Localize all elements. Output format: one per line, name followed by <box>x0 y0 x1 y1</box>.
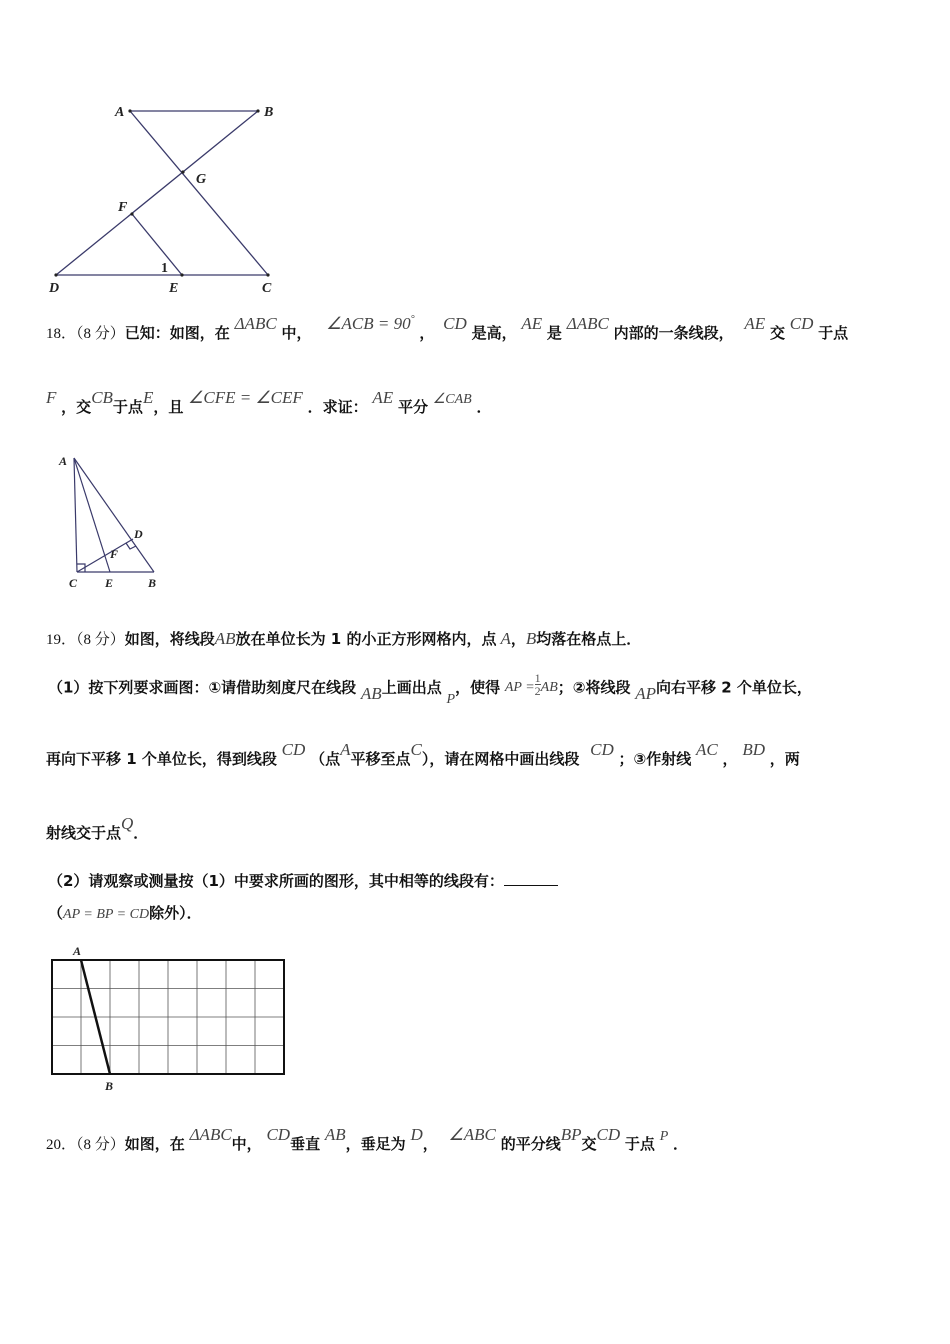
q18-text: 于点 <box>818 324 849 342</box>
fraction-numerator: 1 <box>534 671 541 685</box>
math-d: D <box>410 1125 423 1144</box>
math-cd: CD <box>443 314 467 333</box>
q20-text: ． <box>673 1135 689 1153</box>
answer-blank[interactable] <box>504 871 558 886</box>
label-f: F <box>110 547 119 561</box>
math-bd: BD <box>742 740 766 759</box>
q20-text: 如图，在 <box>124 1135 185 1153</box>
q19-text: 向右平移 2 个单位长， <box>656 678 812 697</box>
fraction-denominator: 2 <box>534 684 541 698</box>
q18-text: ．求证： <box>307 398 368 416</box>
math-triangle-abc: ΔABC <box>189 1125 232 1144</box>
q19-number: 19． <box>46 632 77 648</box>
q19-text: 平移至点 <box>350 750 411 768</box>
q20-score: （8 分） <box>76 1137 125 1153</box>
q19-text: 再向下平移 1 个单位长，得到线段 <box>46 750 277 768</box>
math-triangle-abc: ΔABC <box>566 314 609 333</box>
math-cd: CD <box>590 740 614 759</box>
q19-text: ），请在网格中画出线段 <box>421 750 580 768</box>
q19-text: （ <box>48 904 64 922</box>
q18-text: 平分 <box>397 398 428 416</box>
q20-text: 垂直 <box>290 1135 321 1153</box>
label-a: A <box>73 944 82 958</box>
figure-q17 <box>40 95 300 300</box>
segment-fe <box>132 214 182 275</box>
label-angle-1: 1 <box>161 261 168 276</box>
q20-text: 于点 <box>624 1135 655 1153</box>
q19-text: ， <box>510 630 526 648</box>
q20-text: ，垂足为 <box>345 1135 406 1153</box>
math-ap-equals: AP = <box>504 679 535 695</box>
label-d: D <box>49 281 60 296</box>
math-ap: AP <box>635 683 657 703</box>
math-ab: AB <box>214 629 236 648</box>
q19-text: ；③作射线 <box>618 750 692 768</box>
q18-text: ， <box>419 324 435 342</box>
q18-text: 是高， <box>471 324 517 342</box>
math-ab: AB <box>540 679 558 695</box>
q19-text: （1）按下列要求画图：①请借助刻度尺在线段 <box>48 678 357 697</box>
q18-text: ，且 <box>153 398 184 416</box>
q18-text: 内部的一条线段， <box>613 324 734 342</box>
math-p: P <box>659 1129 669 1144</box>
math-angle-acb: ∠ACB = 90 <box>326 314 411 333</box>
q18-number: 18． <box>46 326 77 342</box>
math-a: A <box>500 629 511 648</box>
degree-sign: ° <box>410 314 415 325</box>
label-c: C <box>262 281 272 296</box>
label-b: B <box>148 576 157 590</box>
q18-score: （8 分） <box>76 326 125 342</box>
math-ab: AB <box>360 683 382 703</box>
math-e: E <box>142 388 154 407</box>
q19-text: ，使得 <box>455 678 501 697</box>
label-a: A <box>115 105 125 120</box>
label-b: B <box>105 1079 114 1093</box>
math-cd: CD <box>281 740 306 759</box>
math-ae: AE <box>744 314 766 333</box>
label-c: C <box>69 576 78 590</box>
q20-text: 中， <box>231 1135 262 1153</box>
math-angle-cfe-cef: ∠CFE = ∠CEF <box>188 388 303 407</box>
label-e: E <box>105 576 114 590</box>
label-g: G <box>196 172 207 187</box>
math-cb: CB <box>91 388 113 407</box>
q19-score: （8 分） <box>76 632 125 648</box>
unit-grid <box>52 960 284 1074</box>
math-ac: AC <box>696 740 718 759</box>
q20-number: 20． <box>46 1137 77 1153</box>
q19-text: 射线交于点 <box>46 824 122 842</box>
q19-text: ；②将线段 <box>557 678 631 697</box>
q20-text: 交 <box>581 1135 597 1153</box>
label-b: B <box>264 105 274 120</box>
math-ab: AB <box>324 1125 346 1144</box>
label-f: F <box>118 200 128 215</box>
math-angle-cab: ∠CAB <box>432 392 472 407</box>
q20-text: 的平分线 <box>500 1135 561 1153</box>
q19-text: ，两 <box>769 750 800 768</box>
math-bp: BP <box>560 1125 582 1144</box>
math-angle-abc: ∠ABC <box>448 1125 496 1144</box>
q18-text: 已知：如图，在 <box>124 324 230 342</box>
q19-text: ． <box>133 824 149 842</box>
math-cd: CD <box>266 1125 291 1144</box>
math-b: B <box>525 629 537 648</box>
fraction-one-half <box>535 672 541 697</box>
q20-text: ， <box>422 1135 438 1153</box>
q19-text: （2）请观察或测量按（1）中要求所画的图形，其中相等的线段有： <box>48 872 504 890</box>
segment-ac <box>130 111 268 275</box>
question-19 <box>46 618 926 928</box>
label-d: D <box>134 527 143 541</box>
math-cd: CD <box>789 314 814 333</box>
q18-text: 交 <box>769 324 785 342</box>
grid-figure-q19 <box>45 940 295 1095</box>
q19-text: 放在单位长为 1 的小正方形网格内，点 <box>235 630 497 648</box>
q18-text: ，交 <box>61 398 92 416</box>
math-cd: CD <box>596 1125 621 1144</box>
label-a: A <box>59 454 68 468</box>
q18-text: ． <box>476 398 492 416</box>
q19-text: 均落在格点上． <box>536 630 642 648</box>
q18-text: 于点 <box>112 398 143 416</box>
segment-bd <box>56 111 258 275</box>
math-a: A <box>340 740 351 759</box>
label-e: E <box>169 281 179 296</box>
math-f: F <box>46 388 57 407</box>
question-18 <box>46 314 926 448</box>
question-20 <box>46 1125 926 1165</box>
q19-text: 上画出点 <box>381 678 442 697</box>
math-p: P <box>446 691 456 707</box>
math-ae: AE <box>521 314 543 333</box>
math-ae: AE <box>372 388 394 407</box>
q19-text: 如图，将线段 <box>124 630 215 648</box>
q18-text: 中， <box>281 324 312 342</box>
math-q: Q <box>121 814 134 833</box>
q19-text: 除外）． <box>149 904 202 922</box>
math-ap-bp-cd: AP = BP = CD <box>63 907 150 922</box>
figure-q18 <box>52 450 172 595</box>
q19-text: （点 <box>310 750 341 768</box>
math-triangle-abc: ΔABC <box>234 314 277 333</box>
q18-text: 是 <box>546 324 562 342</box>
math-c: C <box>410 740 422 759</box>
q19-text: ， <box>722 750 738 768</box>
